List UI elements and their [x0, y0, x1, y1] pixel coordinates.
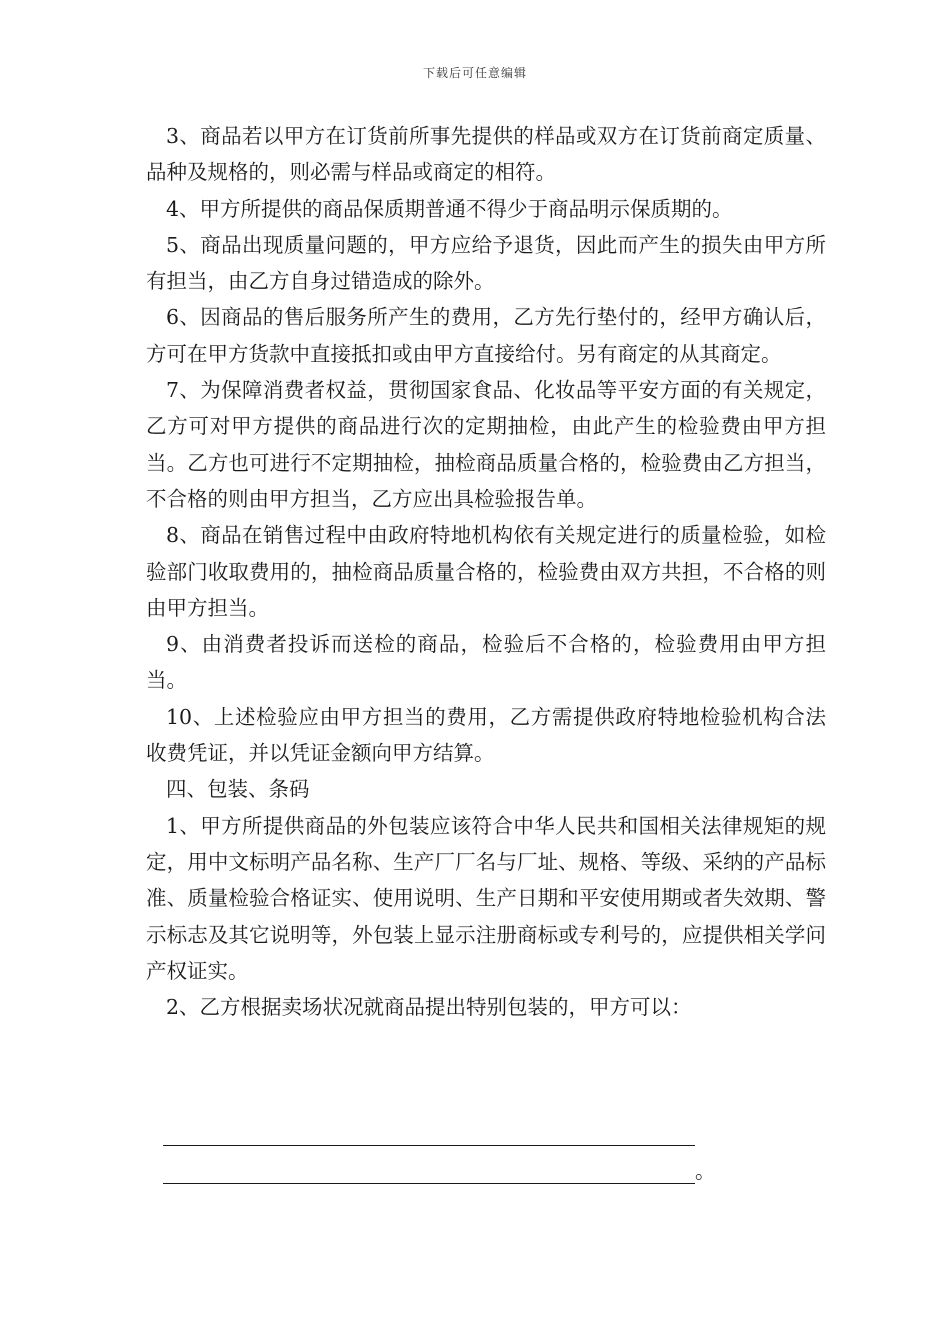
paragraph-packaging-1: 1、甲方所提供商品的外包装应该符合中华人民共和国相关法律规矩的规定，用中文标明产品名称、生产厂厂名与厂址、规格、等级、采纳的产品标准、质量检验合格证实、使用说明、生产日期和平安使用期或者失效期、警示标志及其它说明等，外包装上显示注册商标或专利号的，应提供相关学问产权证实。 [146, 813, 826, 983]
section-heading-packaging: 四、包装、条码 [166, 777, 310, 802]
fill-in-blank-line-2[interactable] [163, 1158, 716, 1188]
paragraph-clause-6: 6、因商品的售后服务所产生的费用，乙方先行垫付的，经甲方确认后，方可在甲方货款中直接抵扣或由甲方直接给付。另有商定的从其商定。 [146, 305, 826, 366]
paragraph-clause-9: 9、由消费者投诉而送检的商品，检验后不合格的，检验费用由甲方担当。 [146, 632, 826, 693]
paragraph-clause-5: 5、商品出现质量问题的，甲方应给予退货，因此而产生的损失由甲方所有担当，由乙方自身过错造成的除外。 [146, 232, 826, 294]
page-header: 下载后可任意编辑 [422, 66, 527, 80]
blank-underline [163, 1123, 695, 1146]
paragraph-clause-4: 4、甲方所提供的商品保质期普通不得少于商品明示保质期的。 [166, 196, 733, 221]
paragraph-clause-8: 8、商品在销售过程中由政府特地机构依有关规定进行的质量检验，如检验部门收取费用的，抽检商品质量合格的，检验费由双方共担，不合格的则由甲方担当。 [146, 523, 826, 620]
paragraph-clause-3: 3、商品若以甲方在订货前所事先提供的样品或双方在订货前商定质量、品种及规格的，则必需与样品或商定的相符。 [146, 124, 826, 185]
blank-underline [163, 1161, 695, 1184]
document-body [146, 118, 826, 1025]
fill-in-blank-line-1[interactable] [163, 1122, 695, 1152]
paragraph-packaging-2: 2、乙方根据卖场状况就商品提出特别包装的，甲方可以： [166, 995, 692, 1020]
paragraph-clause-7: 7、为保障消费者权益，贯彻国家食品、化妆品等平安方面的有关规定，乙方可对甲方提供的商品进行次的定期抽检，由此产生的检验费由甲方担当。乙方也可进行不定期抽检，抽检商品质量合格的，检验费由乙方担当，不合格的则由甲方担当，乙方应出具检验报告单。 [146, 378, 826, 511]
paragraph-clause-10: 10、上述检验应由甲方担当的费用，乙方需提供政府特地检验机构合法收费凭证，并以凭证金额向甲方结算。 [146, 704, 826, 766]
blank-end-punctuation: 。 [695, 1159, 716, 1183]
